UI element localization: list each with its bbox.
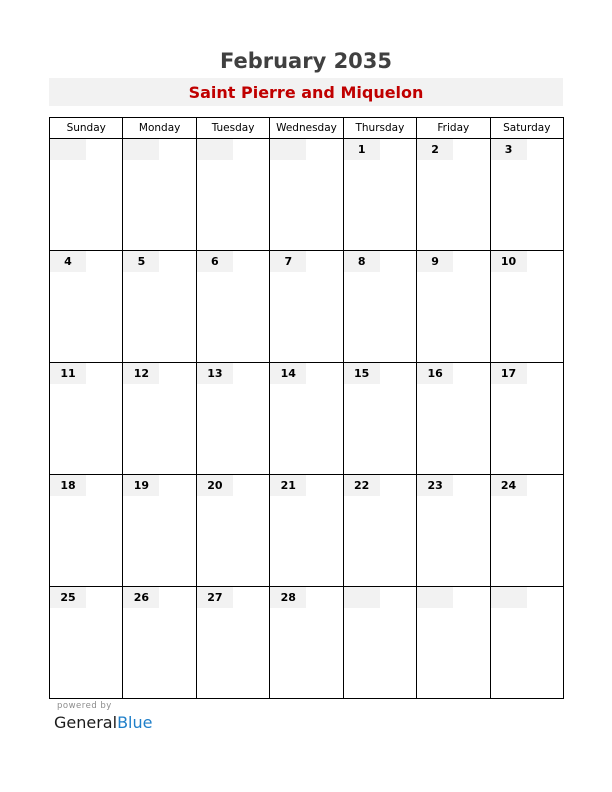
day-number: 23 <box>417 475 453 496</box>
day-number <box>344 587 380 608</box>
day-cell <box>417 363 490 475</box>
day-cell <box>417 475 490 587</box>
day-cell <box>490 251 563 363</box>
day-number: 15 <box>344 363 380 384</box>
day-number: 17 <box>491 363 527 384</box>
day-cell <box>417 139 490 251</box>
day-number <box>50 139 86 160</box>
weekday-header-row <box>50 118 564 139</box>
powered-by-text: powered by <box>57 701 112 711</box>
week-row <box>50 139 564 251</box>
country-banner <box>49 78 563 106</box>
day-number: 11 <box>50 363 86 384</box>
day-number: 9 <box>417 251 453 272</box>
weekday-header-thursday: Thursday <box>343 118 416 139</box>
day-cell <box>490 363 563 475</box>
day-number: 20 <box>197 475 233 496</box>
calendar-grid <box>49 117 564 699</box>
week-row <box>50 475 564 587</box>
day-cell <box>270 139 343 251</box>
day-cell <box>196 587 269 699</box>
day-number: 25 <box>50 587 86 608</box>
week-row <box>50 363 564 475</box>
day-number: 5 <box>123 251 159 272</box>
day-cell <box>343 139 416 251</box>
day-cell <box>270 251 343 363</box>
day-cell <box>270 475 343 587</box>
generalblue-logo[interactable] <box>54 712 152 734</box>
day-number: 10 <box>491 251 527 272</box>
day-cell <box>50 363 123 475</box>
day-number <box>197 139 233 160</box>
day-number: 7 <box>270 251 306 272</box>
day-cell <box>343 587 416 699</box>
calendar-title: February 2035 <box>219 49 393 73</box>
day-cell <box>123 251 196 363</box>
day-number: 27 <box>197 587 233 608</box>
day-cell <box>123 139 196 251</box>
day-cell <box>196 251 269 363</box>
day-number: 18 <box>50 475 86 496</box>
brand-blue-text: Blue <box>117 713 153 732</box>
day-number <box>417 587 453 608</box>
day-number <box>491 587 527 608</box>
day-cell <box>196 475 269 587</box>
day-cell <box>343 475 416 587</box>
day-cell <box>196 363 269 475</box>
day-number: 28 <box>270 587 306 608</box>
day-number: 21 <box>270 475 306 496</box>
brand-general-text: General <box>54 713 118 732</box>
week-row <box>50 251 564 363</box>
day-number: 3 <box>491 139 527 160</box>
weekday-header-friday: Friday <box>417 118 490 139</box>
day-cell <box>343 251 416 363</box>
day-cell <box>50 587 123 699</box>
day-cell <box>123 363 196 475</box>
day-number: 16 <box>417 363 453 384</box>
day-cell <box>417 251 490 363</box>
day-cell <box>50 475 123 587</box>
day-number: 13 <box>197 363 233 384</box>
day-number <box>270 139 306 160</box>
weekday-header-wednesday: Wednesday <box>270 118 343 139</box>
day-number: 26 <box>123 587 159 608</box>
day-cell <box>490 475 563 587</box>
day-cell <box>50 139 123 251</box>
day-cell <box>123 587 196 699</box>
day-number: 24 <box>491 475 527 496</box>
weekday-header-sunday: Sunday <box>50 118 123 139</box>
day-cell <box>490 139 563 251</box>
day-number: 1 <box>344 139 380 160</box>
day-number: 8 <box>344 251 380 272</box>
day-cell <box>50 251 123 363</box>
day-cell <box>343 363 416 475</box>
day-cell <box>270 363 343 475</box>
day-cell <box>270 587 343 699</box>
weekday-header-monday: Monday <box>123 118 196 139</box>
day-number: 2 <box>417 139 453 160</box>
weekday-header-saturday: Saturday <box>490 118 563 139</box>
day-cell <box>123 475 196 587</box>
day-cell <box>417 587 490 699</box>
weekday-header-tuesday: Tuesday <box>196 118 269 139</box>
day-number: 22 <box>344 475 380 496</box>
day-cell <box>196 139 269 251</box>
day-number: 6 <box>197 251 233 272</box>
day-number: 14 <box>270 363 306 384</box>
week-row <box>50 587 564 699</box>
day-number <box>123 139 159 160</box>
day-number: 19 <box>123 475 159 496</box>
day-number: 12 <box>123 363 159 384</box>
day-number: 4 <box>50 251 86 272</box>
day-cell <box>490 587 563 699</box>
country-name: Saint Pierre and Miquelon <box>188 83 424 102</box>
